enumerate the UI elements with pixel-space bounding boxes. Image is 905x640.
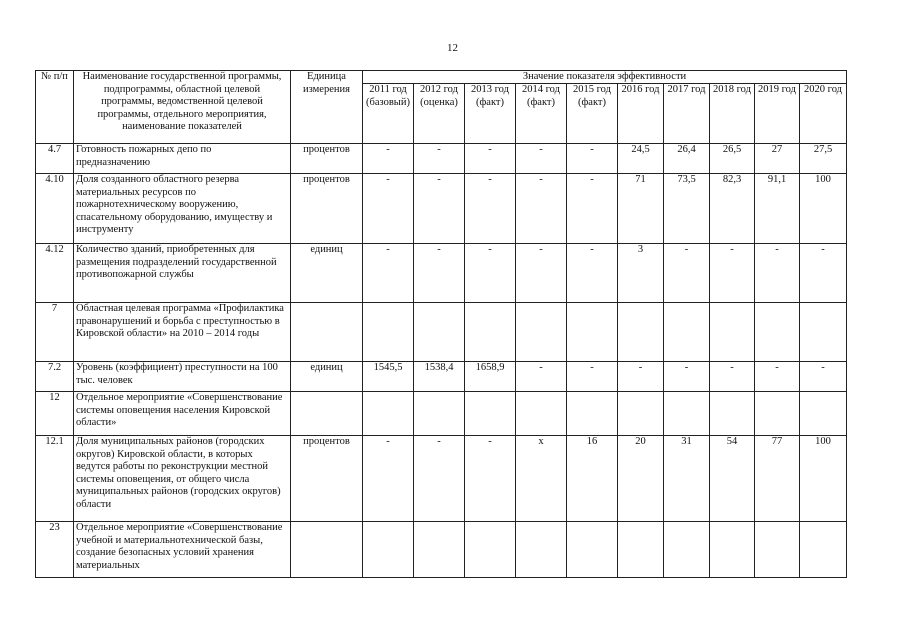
row-value [414, 303, 465, 362]
row-value: 27,5 [800, 144, 847, 174]
header-year: 2013 год (факт) [465, 84, 516, 144]
row-value: 16 [567, 436, 618, 522]
table-row [36, 174, 847, 244]
row-name: Областная целевая программа «Профилактика правонарушений и борьба с преступностью в Кировской области» на 2010 – 2014 годы [74, 303, 291, 362]
row-value: 1658,9 [465, 362, 516, 392]
header-year: 2019 год [755, 84, 800, 144]
row-value [710, 392, 755, 436]
row-value [414, 392, 465, 436]
row-number: 12 [36, 392, 74, 436]
row-name: Отдельное мероприятие «Совершенствование учебной и материальнотехнической базы, создание безопасных условий хранения материальных [74, 522, 291, 578]
row-value: - [755, 244, 800, 303]
row-unit [291, 522, 363, 578]
table-row [36, 244, 847, 303]
row-value [516, 522, 567, 578]
row-value: - [664, 362, 710, 392]
row-value: - [465, 244, 516, 303]
row-value [516, 392, 567, 436]
row-value [618, 522, 664, 578]
row-value: 77 [755, 436, 800, 522]
row-name: Количество зданий, приобретенных для размещения подразделений государственной противопожарной службы [74, 244, 291, 303]
row-unit [291, 303, 363, 362]
header-year: 2015 год (факт) [567, 84, 618, 144]
row-value: - [567, 144, 618, 174]
header-year: 2017 год [664, 84, 710, 144]
row-value: - [618, 362, 664, 392]
table-row [36, 522, 847, 578]
row-value: - [516, 244, 567, 303]
row-value: - [414, 144, 465, 174]
row-value: 1538,4 [414, 362, 465, 392]
row-unit: процентов [291, 144, 363, 174]
row-value: 100 [800, 174, 847, 244]
row-value [363, 303, 414, 362]
row-value: 24,5 [618, 144, 664, 174]
row-value [664, 522, 710, 578]
row-value: 1545,5 [363, 362, 414, 392]
table-row [36, 303, 847, 362]
header-indicator-group: Значение показателя эффективности [363, 71, 847, 84]
row-unit: процентов [291, 436, 363, 522]
header-year: 2020 год [800, 84, 847, 144]
row-value: - [465, 144, 516, 174]
row-value: 26,4 [664, 144, 710, 174]
row-unit: единиц [291, 244, 363, 303]
row-value: 20 [618, 436, 664, 522]
table-row [36, 436, 847, 522]
header-year: 2016 год [618, 84, 664, 144]
row-number: 7.2 [36, 362, 74, 392]
row-value: - [516, 362, 567, 392]
row-unit [291, 392, 363, 436]
row-value: - [710, 244, 755, 303]
header-number: № п/п [36, 71, 74, 144]
row-number: 4.7 [36, 144, 74, 174]
row-value: - [414, 244, 465, 303]
row-unit: единиц [291, 362, 363, 392]
header-year: 2014 год (факт) [516, 84, 567, 144]
table-row [36, 144, 847, 174]
row-value [465, 522, 516, 578]
table-row [36, 392, 847, 436]
row-value: - [800, 244, 847, 303]
row-value: - [567, 244, 618, 303]
row-number: 7 [36, 303, 74, 362]
table-row [36, 362, 847, 392]
row-number: 12.1 [36, 436, 74, 522]
row-value [516, 303, 567, 362]
header-year: 2011 год (базовый) [363, 84, 414, 144]
row-value: - [567, 362, 618, 392]
row-value [567, 392, 618, 436]
row-number: 4.10 [36, 174, 74, 244]
row-value [710, 303, 755, 362]
row-value [800, 303, 847, 362]
row-value: - [516, 174, 567, 244]
row-value: - [710, 362, 755, 392]
row-name: Готовность пожарных депо по предназначению [74, 144, 291, 174]
row-value: x [516, 436, 567, 522]
row-value: - [567, 174, 618, 244]
row-value [567, 522, 618, 578]
row-number: 23 [36, 522, 74, 578]
row-name: Доля созданного областного резерва материальных ресурсов по пожарнотехническому вооружению, спасательному оборудованию, имуществу и инструменту [74, 174, 291, 244]
row-value: - [465, 174, 516, 244]
row-value [618, 303, 664, 362]
row-value: 73,5 [664, 174, 710, 244]
row-value: 100 [800, 436, 847, 522]
row-value [363, 522, 414, 578]
row-number: 4.12 [36, 244, 74, 303]
row-value: - [664, 244, 710, 303]
row-value: 26,5 [710, 144, 755, 174]
row-value [710, 522, 755, 578]
row-value: - [414, 436, 465, 522]
row-value: 91,1 [755, 174, 800, 244]
row-value [755, 303, 800, 362]
row-value: 71 [618, 174, 664, 244]
row-name: Уровень (коэффициент) преступности на 100 тыс. человек [74, 362, 291, 392]
row-value: - [755, 362, 800, 392]
row-value: - [465, 436, 516, 522]
row-value: - [516, 144, 567, 174]
page-number: 12 [447, 42, 458, 54]
row-value [800, 392, 847, 436]
row-value: - [363, 174, 414, 244]
row-value [567, 303, 618, 362]
row-value: 31 [664, 436, 710, 522]
row-value [755, 522, 800, 578]
header-name: Наименование государственной программы, подпрограммы, областной целевой программы, ведомственной целевой программы, отдельного мероприятия, наименование показателей [74, 71, 291, 144]
row-value [465, 303, 516, 362]
indicators-table [35, 70, 847, 578]
row-value: 82,3 [710, 174, 755, 244]
row-value: - [800, 362, 847, 392]
row-name: Доля муниципальных районов (городских округов) Кировской области, в которых ведутся работы по реконструкции местной системы оповещения, от общего числа муниципальных районов (городских округов) области [74, 436, 291, 522]
header-unit: Единица измерения [291, 71, 363, 144]
row-value: - [414, 174, 465, 244]
row-value [414, 522, 465, 578]
row-value: - [363, 436, 414, 522]
row-name: Отдельное мероприятие «Совершенствование системы оповещения населения Кировской области» [74, 392, 291, 436]
row-value [755, 392, 800, 436]
row-value [363, 392, 414, 436]
row-unit: процентов [291, 174, 363, 244]
row-value: - [363, 244, 414, 303]
row-value [664, 303, 710, 362]
row-value [664, 392, 710, 436]
header-year: 2012 год (оценка) [414, 84, 465, 144]
table-header [36, 71, 847, 144]
row-value [800, 522, 847, 578]
row-value: 27 [755, 144, 800, 174]
header-year: 2018 год [710, 84, 755, 144]
row-value [618, 392, 664, 436]
row-value [465, 392, 516, 436]
row-value: 3 [618, 244, 664, 303]
row-value: - [363, 144, 414, 174]
row-value: 54 [710, 436, 755, 522]
